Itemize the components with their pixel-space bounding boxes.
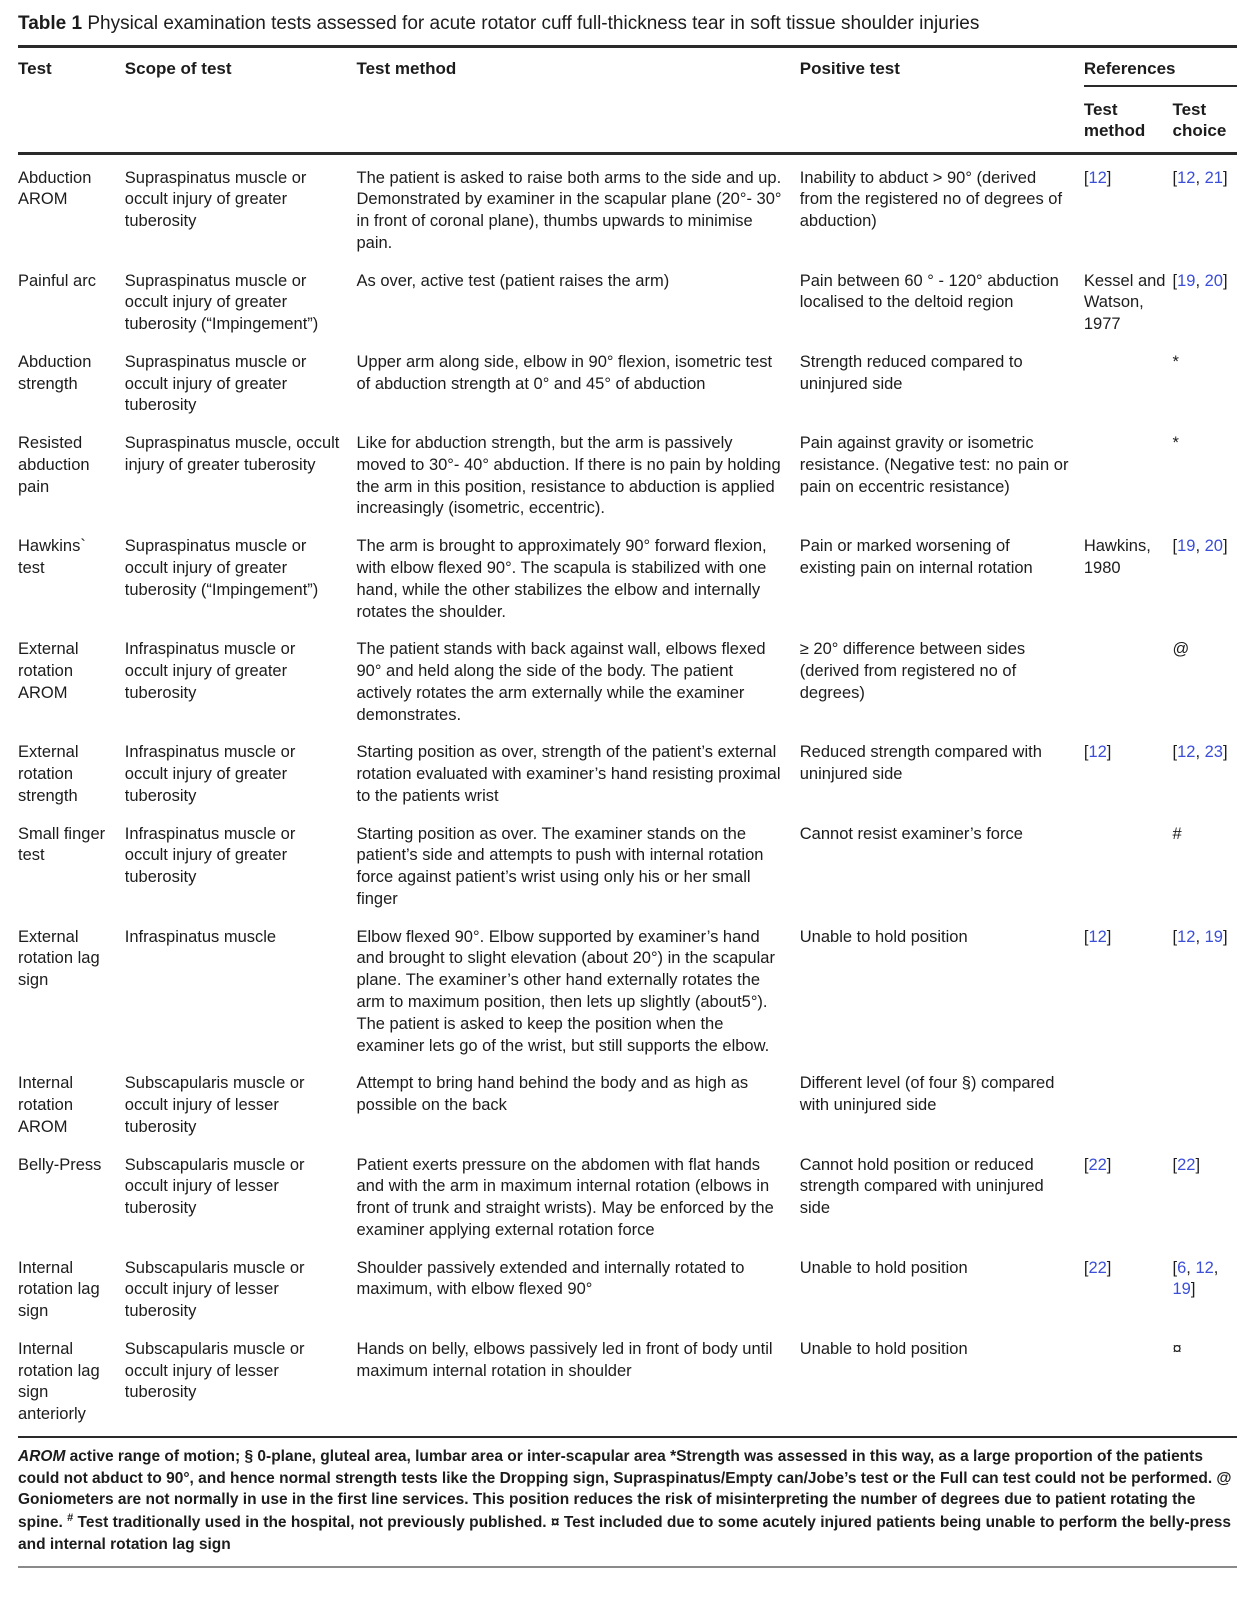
table-row [18, 344, 1237, 425]
cell-test: Painful arc [18, 271, 96, 290]
cell-ref-test-choice: [12, 23] [1172, 743, 1228, 762]
cell-ref-test-method [1084, 1331, 1173, 1434]
cell-test-method: Like for abduction strength, but the arm is passively moved to 30°- 40° abduction. If there is no pain by holding the arm in this position, resistance to abduction is applied increasingly (isometric, eccentric). [356, 434, 781, 518]
cell-ref-test-method: [22] [1083, 1155, 1112, 1174]
cell-scope: Supraspinatus muscle or occult injury of greater tuberosity [124, 352, 307, 415]
citation-link[interactable]: 19 [1177, 537, 1196, 556]
cell-positive-test: Cannot hold position or reduced strength compared with uninjured side [799, 1155, 1044, 1218]
cell-positive-test: Unable to hold position [799, 1339, 968, 1358]
cell-test: Small finger test [18, 824, 106, 865]
cell-test: Internal rotation lag sign anteriorly [18, 1339, 100, 1424]
cell-ref-test-choice: [19, 20] [1172, 271, 1228, 290]
citation-link[interactable]: 19 [1204, 927, 1223, 946]
cell-positive-test: Unable to hold position [799, 927, 968, 946]
column-header-references: References [1084, 48, 1237, 86]
table-row [18, 1065, 1237, 1146]
table-header [18, 48, 1237, 153]
cell-scope: Supraspinatus muscle or occult injury of greater tuberosity (“Impingement”) [124, 537, 319, 599]
cell-positive-test: Unable to hold position [799, 1258, 968, 1277]
cell-ref-test-method [1084, 631, 1173, 734]
table-row [18, 263, 1237, 344]
citation-link[interactable]: 12 [1088, 927, 1107, 946]
cell-test: External rotation lag sign [18, 927, 100, 990]
cell-positive-test: Pain against gravity or isometric resistance. (Negative test: no pain or pain on eccentric resistance) [799, 434, 1069, 496]
citation-link[interactable]: 19 [1177, 271, 1196, 290]
cell-ref-test-choice: * [1172, 352, 1179, 371]
cell-test: Internal rotation AROM [18, 1074, 74, 1136]
physical-exam-tests-table [18, 48, 1237, 1434]
cell-test-method: Hands on belly, elbows passively led in front of body until maximum internal rotation in shoulder [356, 1339, 773, 1380]
cell-scope: Supraspinatus muscle or occult injury of greater tuberosity [124, 168, 307, 231]
cell-ref-test-method: Kessel and Watson, 1977 [1083, 271, 1166, 334]
citation-link[interactable]: 12 [1177, 743, 1196, 762]
citation-link[interactable]: 20 [1204, 537, 1223, 556]
cell-test-method: The patient is asked to raise both arms to the side and up. Demonstrated by examiner in the scapular plane (20°- 30° in front of coronal plane), thumbs upwards to minimise pain. [356, 168, 782, 252]
cell-test: Hawkins` test [18, 537, 86, 577]
cell-test-method: Upper arm along side, elbow in 90° flexion, isometric test of abduction strength at 0° and 45° of abduction [356, 352, 773, 393]
cell-ref-test-method: [12] [1083, 927, 1112, 946]
cell-test: Abduction strength [18, 352, 92, 393]
cell-scope: Supraspinatus muscle or occult injury of greater tuberosity (“Impingement”) [124, 271, 319, 334]
cell-ref-test-method [1084, 1065, 1173, 1146]
cell-ref-test-choice: [12, 21] [1172, 168, 1228, 187]
citation-link[interactable]: 12 [1177, 927, 1196, 946]
cell-scope: Supraspinatus muscle, occult injury of greater tuberosity [124, 434, 340, 474]
cell-scope: Infraspinatus muscle [124, 927, 277, 946]
cell-scope: Subscapularis muscle or occult injury of lesser tuberosity [124, 1074, 305, 1136]
table-row [18, 631, 1237, 734]
cell-ref-test-method: [12] [1083, 168, 1112, 187]
citation-link[interactable]: 22 [1088, 1258, 1107, 1277]
table-row [18, 528, 1237, 631]
citation-link[interactable]: 20 [1204, 271, 1223, 290]
table-row [18, 153, 1237, 263]
citation-link[interactable]: 21 [1204, 168, 1223, 187]
citation-link[interactable]: 22 [1177, 1155, 1196, 1174]
cell-ref-test-choice: [22] [1172, 1155, 1201, 1174]
cell-ref-test-method [1084, 816, 1173, 919]
citation-link[interactable]: 19 [1172, 1280, 1191, 1299]
cell-test: Abduction AROM [18, 168, 92, 209]
cell-ref-test-method: Hawkins, 1980 [1083, 537, 1151, 577]
cell-ref-test-method: [22] [1083, 1258, 1112, 1277]
cell-positive-test: ≥ 20° difference between sides (derived from registered no of degrees) [799, 640, 1026, 702]
table-body [18, 153, 1237, 1434]
cell-positive-test: Inability to abduct > 90° (derived from the registered no of degrees of abduction) [799, 168, 1063, 231]
cell-test-method: Patient exerts pressure on the abdomen with flat hands and with the arm in maximum internal rotation (elbows in front of trunk and straight wrists). May be enforced by the examiner applying external rotation force [356, 1155, 774, 1239]
table-row [18, 1250, 1237, 1331]
citation-link[interactable]: 12 [1195, 1258, 1214, 1277]
cell-positive-test: Reduced strength compared with uninjured side [799, 743, 1042, 784]
table-row [18, 425, 1237, 528]
footnote-text-segment: AROM [18, 1448, 66, 1466]
table-caption-text: Physical examination tests assessed for acute rotator cuff full-thickness tear in soft tissue shoulder injuries [82, 13, 980, 34]
table-title [18, 12, 1237, 48]
citation-link[interactable]: 6 [1177, 1258, 1187, 1277]
cell-ref-test-choice: [6, 12, 19] [1172, 1258, 1219, 1299]
cell-test: External rotation AROM [18, 640, 79, 702]
footnote-text-segment: active range of motion; § 0-plane, gluteal area, lumbar area or inter-scapular area *Strength was assessed in this way, as a large proportion of the patients could not abduct to 90°, and hence normal strength tests like the Dropping sign, Supraspinatus/Empty can/Jobe’s test or the Full can test could not be performed. @ Goniometers are not normally in use in the first line services. This position reduces the risk of misinterpreting the number of degrees due to patient rotating the spine. [18, 1448, 1232, 1532]
cell-test: Internal rotation lag sign [18, 1258, 100, 1321]
table-number-label: Table 1 [18, 13, 83, 34]
table-row [18, 919, 1237, 1066]
cell-test-method: As over, active test (patient raises the arm) [356, 271, 670, 290]
citation-link[interactable]: 12 [1088, 743, 1107, 762]
cell-ref-test-method: [12] [1083, 743, 1112, 762]
cell-ref-test-choice: [12, 19] [1172, 927, 1228, 946]
table-row [18, 734, 1237, 815]
cell-scope: Subscapularis muscle or occult injury of lesser tuberosity [124, 1339, 305, 1402]
table-row [18, 1147, 1237, 1250]
citation-link[interactable]: 12 [1088, 168, 1107, 187]
cell-ref-test-choice [1172, 1065, 1237, 1146]
column-header-scope: Scope of test [124, 58, 232, 78]
cell-positive-test: Pain between 60 ° - 120° abduction localised to the deltoid region [799, 271, 1059, 312]
cell-positive-test: Pain or marked worsening of existing pain on internal rotation [799, 537, 1033, 577]
cell-test: Belly-Press [18, 1155, 102, 1174]
column-header-ref-test-method: Test method [1083, 100, 1146, 141]
cell-ref-test-method [1084, 344, 1173, 425]
cell-positive-test: Cannot resist examiner’s force [799, 824, 1023, 843]
column-header-test: Test [18, 58, 52, 78]
table-row [18, 816, 1237, 919]
cell-test-method: The patient stands with back against wall, elbows flexed 90° and held along the side of the body. The patient actively rotates the arm externally while the examiner demonstrates. [356, 640, 766, 724]
cell-test: Resisted abduction pain [18, 434, 90, 496]
citation-link[interactable]: 23 [1204, 743, 1223, 762]
table-footnote [18, 1436, 1237, 1568]
cell-ref-test-choice: ¤ [1172, 1339, 1182, 1358]
cell-test-method: Attempt to bring hand behind the body and as high as possible on the back [356, 1074, 749, 1115]
cell-test-method: Starting position as over, strength of the patient’s external rotation evaluated with examiner’s hand resisting proximal to the patients wrist [356, 743, 781, 805]
cell-scope: Infraspinatus muscle or occult injury of greater tuberosity [124, 824, 296, 887]
cell-test-method: Starting position as over. The examiner stands on the patient’s side and attempts to push with internal rotation force against patient’s wrist using only his or her small finger [356, 824, 764, 908]
footnote-text-segment: Test traditionally used in the hospital, not previously published. ¤ Test included due to some acutely injured patients being unable to perform the belly-press and internal rotation lag sign [18, 1514, 1232, 1553]
column-header-positive-test: Positive test [799, 58, 900, 78]
cell-test-method: The arm is brought to approximately 90° forward flexion, with elbow flexed 90°. The scapula is stabilized with one hand, while the other stabilizes the elbow and internally rotates the shoulder. [356, 537, 767, 621]
cell-scope: Subscapularis muscle or occult injury of lesser tuberosity [124, 1155, 305, 1218]
column-header-test-method: Test method [356, 58, 457, 78]
cell-test: External rotation strength [18, 743, 79, 805]
citation-link[interactable]: 12 [1177, 168, 1196, 187]
footnote-text-segment: # [67, 1512, 74, 1525]
cell-ref-test-choice: # [1172, 824, 1182, 843]
cell-ref-test-choice: @ [1172, 640, 1190, 659]
cell-test-method: Shoulder passively extended and internally rotated to maximum, with elbow flexed 90° [356, 1258, 745, 1299]
cell-ref-test-choice: * [1172, 434, 1179, 453]
column-header-ref-test-choice: Test choice [1172, 100, 1227, 141]
citation-link[interactable]: 22 [1088, 1155, 1107, 1174]
cell-scope: Infraspinatus muscle or occult injury of greater tuberosity [124, 640, 296, 702]
table-row [18, 1331, 1237, 1434]
cell-ref-test-choice: [19, 20] [1172, 537, 1228, 556]
cell-test-method: Elbow flexed 90°. Elbow supported by examiner’s hand and brought to slight elevation (about 20°) in the scapular plane. The examiner’s other hand externally rotates the arm to maximum position, then lets up slightly (about5°). The patient is asked to keep the position when the examiner lets go of the wrist, but still supports the elbow. [356, 927, 775, 1055]
cell-positive-test: Different level (of four §) compared with uninjured side [799, 1074, 1055, 1115]
cell-ref-test-method [1084, 425, 1173, 528]
cell-positive-test: Strength reduced compared to uninjured side [799, 352, 1023, 393]
cell-scope: Infraspinatus muscle or occult injury of greater tuberosity [124, 743, 296, 805]
cell-scope: Subscapularis muscle or occult injury of lesser tuberosity [124, 1258, 305, 1321]
